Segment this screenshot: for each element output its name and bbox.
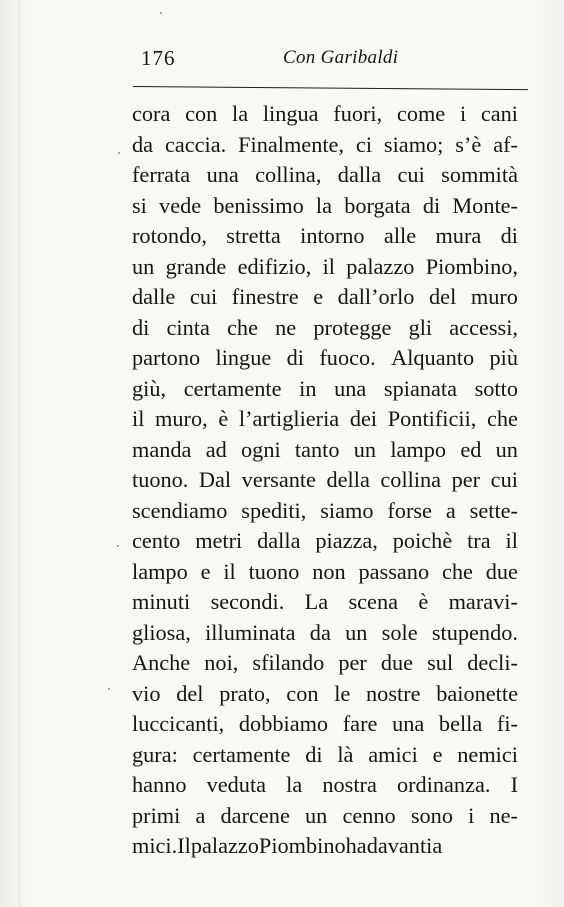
text-line: scendiamo spediti, siamo forse a sette- [132, 497, 518, 523]
text-line: un grande edifizio, il palazzo Piombino, [132, 253, 518, 279]
text-line: cora con la lingua fuori, come i cani [132, 101, 518, 126]
running-title: Con Garibaldi [283, 47, 399, 68]
text-line: giù, certamente in una spianata sotto [132, 375, 518, 401]
text-line: da caccia. Finalmente, ci siamo; s’è af- [132, 131, 518, 157]
body-text [132, 99, 518, 862]
paper-speck [108, 688, 110, 690]
text-line: cento metri dalla piazza, poichè tra il [132, 528, 518, 553]
text-line: mici. Il palazzo Piombino ha davanti a [132, 833, 443, 858]
text-line: il muro, è l’artiglieria dei Pontificii, che [132, 406, 518, 431]
text-line: si vede benissimo la borgata di Monte- [132, 192, 518, 218]
text-line: vio del prato, con le nostre baionette [132, 680, 518, 706]
text-line: manda ad ogni tanto un lampo ed un [132, 436, 518, 462]
text-line: Anche noi, sfilando per due sul decli- [132, 650, 518, 675]
text-line: rotondo, stretta intorno alle mura di [132, 223, 518, 248]
text-line: minuti secondi. La scena è maravi- [132, 589, 518, 614]
text-line: tuono. Dal versante della collina per cui [132, 467, 518, 492]
page-number: 176 [141, 46, 176, 70]
text-line: luccicanti, dobbiamo fare una bella fi- [132, 711, 518, 736]
paper-speck [160, 12, 162, 14]
paper-speck [117, 545, 119, 547]
paper-speck [118, 152, 120, 154]
text-line: ferrata una collina, dalla cui sommità [132, 162, 518, 187]
text-line: gliosa, illuminata da un sole stupendo. [132, 619, 518, 645]
text-line: lampo e il tuono non passano che due [132, 558, 518, 584]
text-line: dalle cui finestre e dall’orlo del muro [132, 284, 518, 309]
page-edge-shadow [19, 0, 20, 907]
text-line: di cinta che ne protegge gli accessi, [132, 314, 518, 340]
header-rule [133, 86, 528, 90]
text-line: partono lingue di fuoco. Alquanto più [132, 345, 518, 370]
text-line: hanno veduta la nostra ordinanza. I [132, 772, 518, 797]
running-head [0, 44, 564, 74]
text-line: primi a darcene un cenno sono i ne- [132, 802, 518, 828]
text-line: gura: certamente di là amici e nemici [132, 741, 518, 767]
